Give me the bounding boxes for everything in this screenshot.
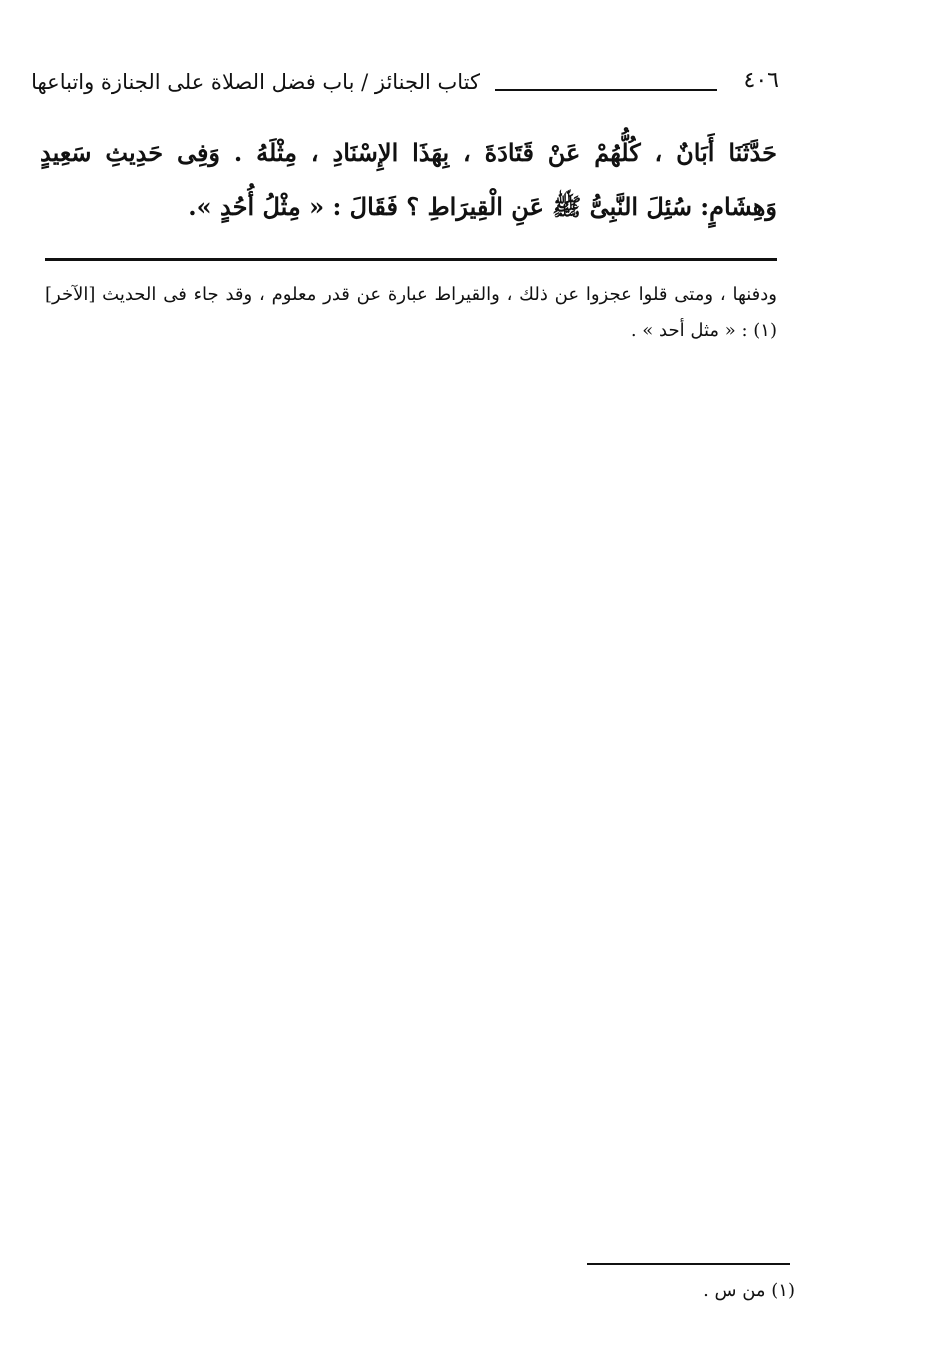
- running-header-title: كتاب الجنائز / باب فضل الصلاة على الجنازة واتباعها: [31, 70, 480, 94]
- page-number: ٤٠٦: [743, 68, 779, 93]
- commentary-separator: [45, 258, 777, 261]
- footnote: (١) من س .: [703, 1280, 795, 1301]
- commentary-text: ودفنها ، ومتى قلوا عجزوا عن ذلك ، والقيراط عبارة عن قدر معلوم ، وقد جاء فى الحديث [الآخر] (١) : « مثل أحد » .: [45, 284, 777, 341]
- header-rule: [495, 89, 717, 91]
- footnote-rule: [587, 1263, 790, 1265]
- hadith-text: حَدَّثَنَا أَبَانٌ ، كُلُّهُمْ عَنْ قَتَادَةَ ، بِهَذَا الإِسْنَادِ ، مِثْلَهُ . وَفِى حَدِيثِ سَعِيدٍ وَهِشَامٍ: سُئِلَ النَّبِىُّ ﷺ عَنِ الْقِيرَاطِ ؟ فَقَالَ : « مِثْلُ أُحُدٍ ».: [40, 138, 777, 221]
